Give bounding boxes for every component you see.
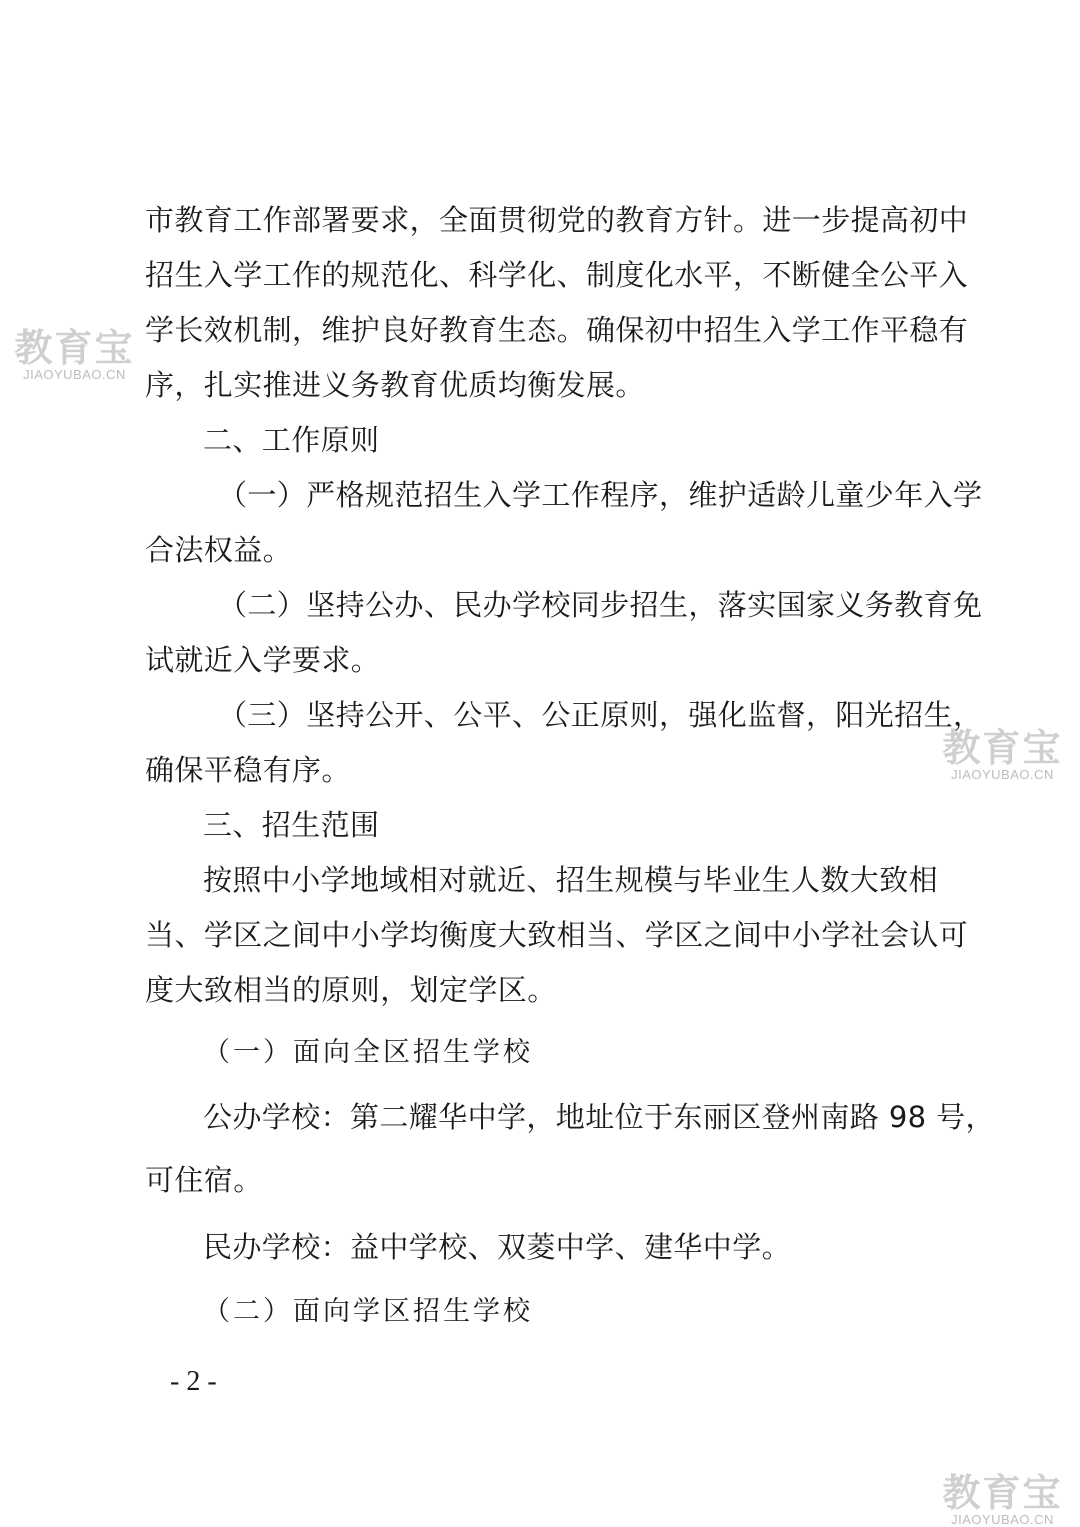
watermark-right-bottom (940, 1473, 1065, 1527)
scope-line-2: 当、学区之间中小学均衡度大致相当、学区之间中小学社会认可 (145, 918, 969, 952)
watermark-url: JIAOYUBAO.CN (951, 767, 1054, 782)
page-number: - 2 - (170, 1366, 217, 1397)
body-line-3: 学长效机制，维护良好教育生态。确保初中招生入学工作平稳有 (145, 313, 969, 347)
body-line-1: 市教育工作部署要求，全面贯彻党的教育方针。进一步提高初中 (145, 203, 969, 237)
principle-2-line-1: （二）坚持公办、民办学校同步招生，落实国家义务教育免 (218, 588, 983, 622)
scope-line-1: 按照中小学地域相对就近、招生规模与毕业生人数大致相 (203, 863, 939, 897)
watermark-url: JIAOYUBAO.CN (23, 367, 126, 382)
principle-2-line-2: 试就近入学要求。 (145, 643, 381, 677)
watermark-right-middle (940, 728, 1065, 782)
principle-1-line-2: 合法权益。 (145, 533, 293, 567)
watermark-logo-text: 教育宝 (942, 1471, 1063, 1515)
principle-1-line-1: （一）严格规范招生入学工作程序，维护适龄儿童少年入学 (218, 478, 983, 512)
subheading-district-schools: （二）面向学区招生学校 (203, 1296, 533, 1327)
body-line-4: 序，扎实推进义务教育优质均衡发展。 (145, 368, 645, 402)
watermark-left (12, 328, 137, 382)
section-heading-scope: 三、招生范围 (203, 808, 380, 842)
public-school-line-1: 公办学校：第二耀华中学，地址位于东丽区登州南路 98 号， (203, 1100, 995, 1134)
public-school-line-2: 可住宿。 (145, 1163, 263, 1197)
private-school-line: 民办学校：益中学校、双菱中学、建华中学。 (203, 1230, 792, 1264)
watermark-logo-text: 教育宝 (14, 326, 135, 370)
section-heading-principles: 二、工作原则 (203, 423, 380, 457)
watermark-url: JIAOYUBAO.CN (951, 1512, 1054, 1527)
scope-line-3: 度大致相当的原则，划定学区。 (145, 973, 557, 1007)
watermark-logo-text: 教育宝 (942, 726, 1063, 770)
principle-3-line-2: 确保平稳有序。 (145, 753, 351, 787)
principle-3-line-1: （三）坚持公开、公平、公正原则，强化监督，阳光招生， (218, 698, 983, 732)
subheading-citywide-schools: （一）面向全区招生学校 (203, 1037, 533, 1068)
body-line-2: 招生入学工作的规范化、科学化、制度化水平，不断健全公平入 (145, 258, 969, 292)
